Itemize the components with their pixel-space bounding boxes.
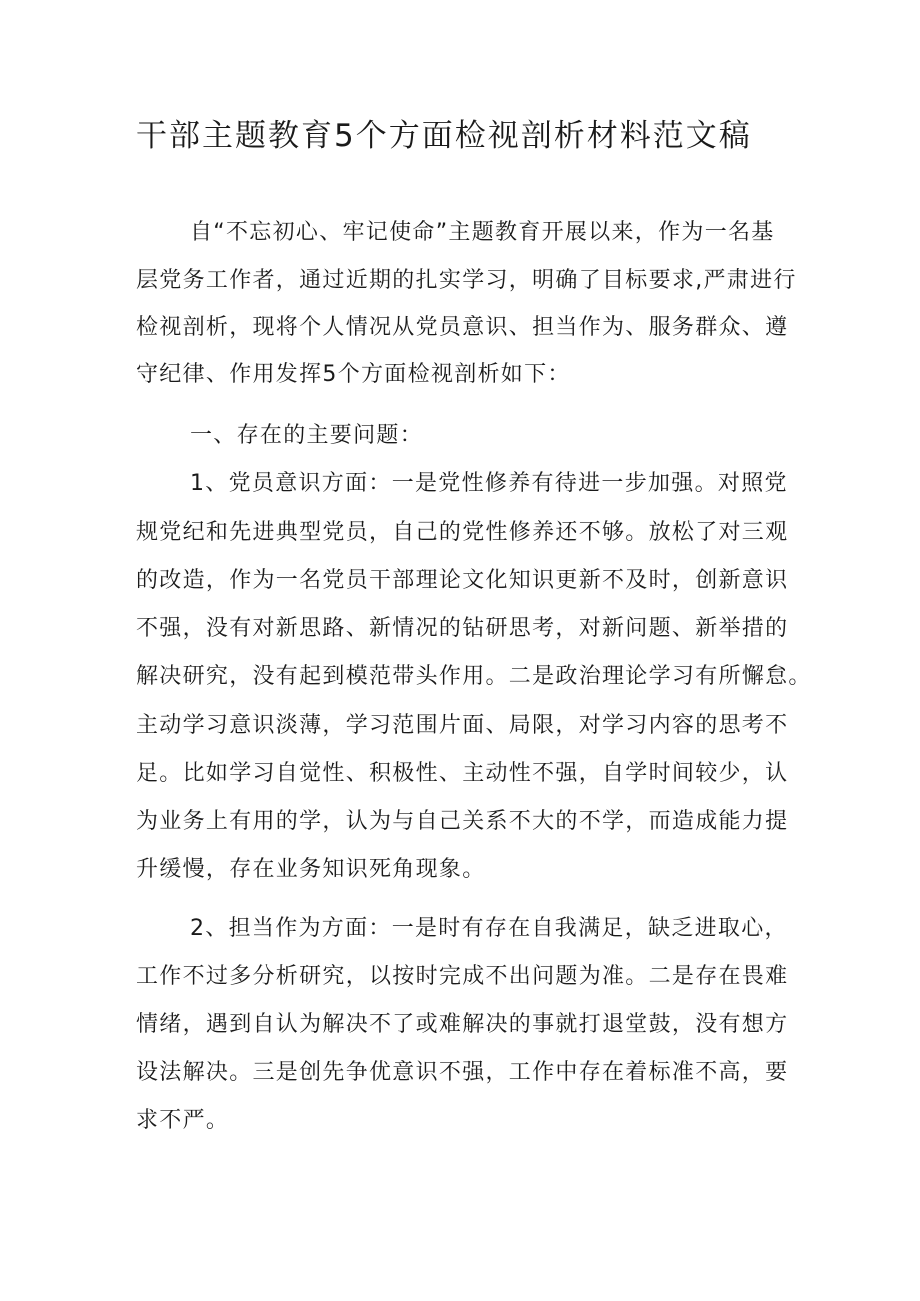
paragraph-line: 主动学习意识淡薄，学习范围片面、局限，对学习内容的思考不: [136, 713, 789, 738]
paragraph-line: 自“不忘初心、牢记使命”主题教育开展以来，作为一名基: [190, 220, 775, 245]
paragraph-line: 足。比如学习自觉性、积极性、主动性不强，自学时间较少，认: [136, 761, 789, 786]
paragraph-line: 的改造，作为一名党员干部理论文化知识更新不及时，创新意识: [136, 568, 789, 593]
paragraph-line: 不强，没有对新思路、新情况的钻研思考，对新问题、新举措的: [136, 616, 789, 641]
paragraph-line: 层党务工作者，通过近期的扎实学习，明确了目标要求,严肃进行: [136, 268, 797, 293]
paragraph-line: 守纪律、作用发挥5个方面检视剖析如下：: [136, 362, 571, 387]
paragraph-line: 为业务上有用的学，认为与自己关系不大的不学，而造成能力提: [136, 809, 789, 834]
paragraph-line: 情绪，遇到自认为解决不了或难解决的事就打退堂鼓，没有想方: [136, 1012, 789, 1037]
paragraph-line: 设法解决。三是创先争优意识不强，工作中存在着标准不高，要: [136, 1060, 789, 1085]
paragraph-line: 检视剖析，现将个人情况从党员意识、担当作为、服务群众、遵: [136, 315, 789, 340]
section-heading-text: 一、存在的主要问题：: [190, 423, 424, 448]
document-title: 干部主题教育5个方面检视剖析材料范文稿: [136, 118, 752, 154]
paragraph-line: 求不严。: [136, 1108, 230, 1133]
paragraph-line: 工作不过多分析研究，以按时完成不出问题为准。二是存在畏难: [136, 964, 789, 989]
paragraph-line: 规党纪和先进典型党员，自己的党性修养还不够。放松了对三观: [136, 520, 789, 545]
paragraph-line: 2、担当作为方面：一是时有存在自我满足，缺乏进取心，: [190, 916, 788, 941]
paragraph-line: 解决研究，没有起到模范带头作用。二是政治理论学习有所懈怠。: [136, 664, 812, 689]
paragraph-line: 1、党员意识方面：一是党性修养有待进一步加强。对照党: [190, 471, 788, 496]
paragraph-line: 升缓慢，存在业务知识死角现象。: [136, 857, 486, 882]
